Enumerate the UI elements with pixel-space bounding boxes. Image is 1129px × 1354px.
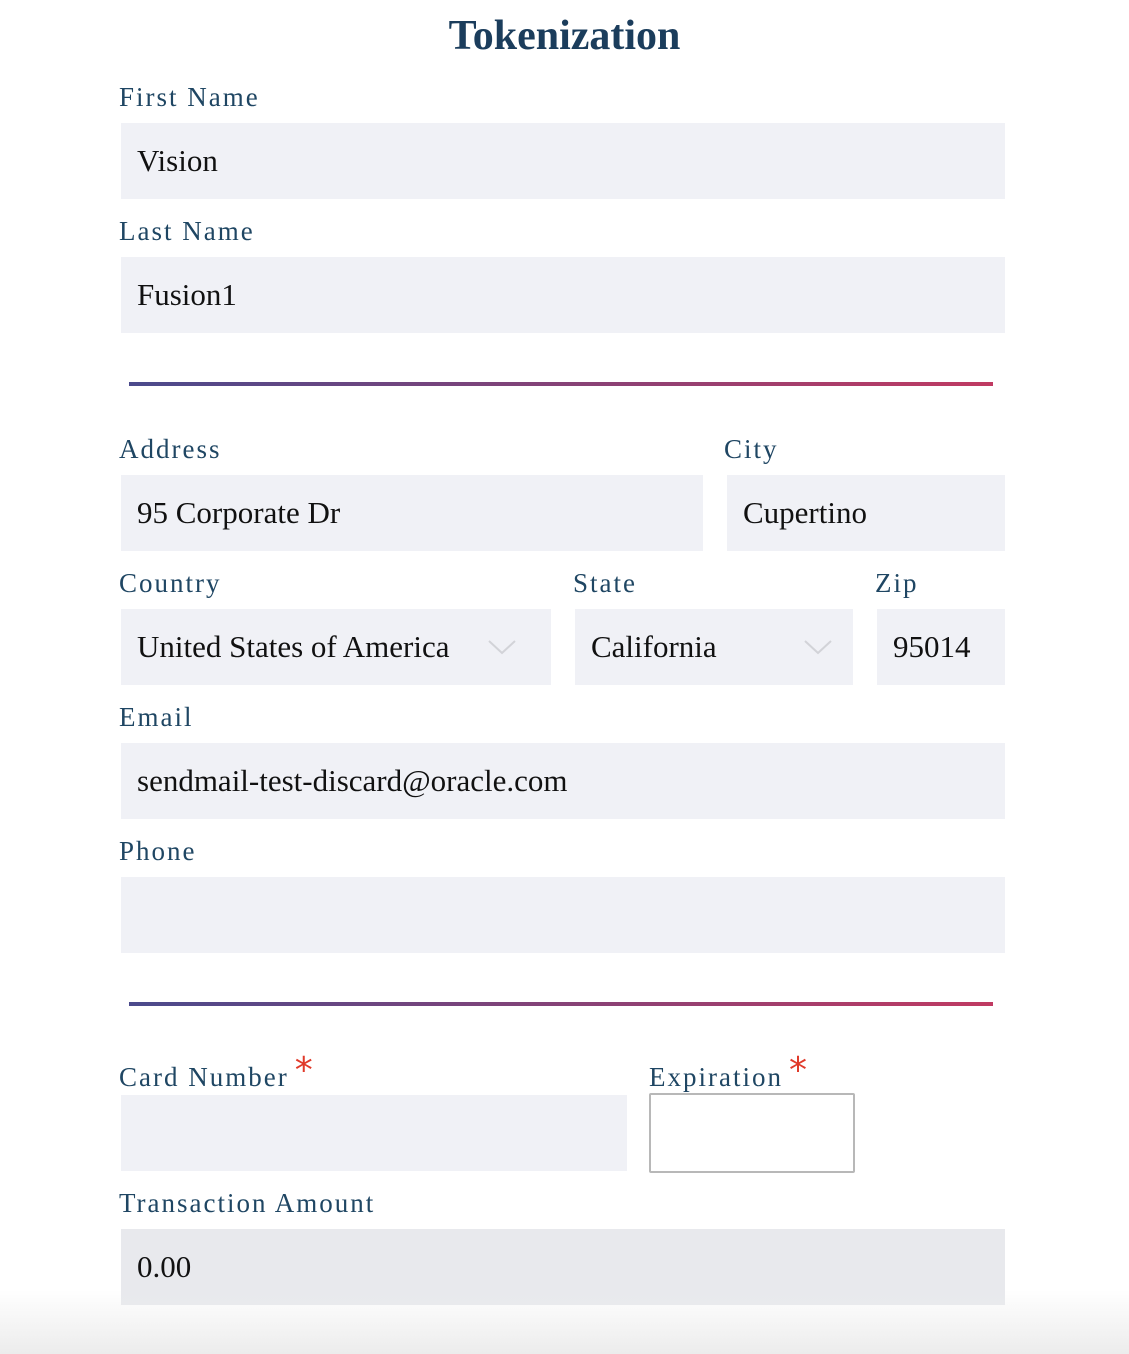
transaction-amount-label: Transaction Amount: [119, 1188, 376, 1218]
state-label: State: [573, 568, 637, 598]
transaction-amount-input: [121, 1229, 1005, 1305]
section-divider: [129, 1002, 993, 1006]
expiration-label: [649, 1050, 809, 1095]
country-label: Country: [119, 568, 222, 598]
chevron-down-icon: [487, 637, 517, 657]
card-number-label-text: Card Number: [119, 1062, 289, 1092]
expiration-input[interactable]: [649, 1093, 855, 1173]
first-name-value: Vision: [137, 143, 218, 178]
last-name-value: Fusion1: [137, 277, 237, 312]
required-marker: *: [294, 1050, 315, 1091]
transaction-amount-value: 0.00: [137, 1249, 192, 1284]
zip-label: Zip: [875, 568, 919, 598]
phone-input[interactable]: [121, 877, 1005, 953]
last-name-input[interactable]: [121, 257, 1005, 333]
state-value: California: [591, 629, 717, 664]
page-title: Tokenization: [448, 13, 681, 59]
city-label: City: [724, 434, 779, 464]
first-name-label: First Name: [119, 82, 260, 112]
last-name-label: Last Name: [119, 216, 255, 246]
country-select[interactable]: [121, 609, 551, 685]
first-name-input[interactable]: [121, 123, 1005, 199]
country-value: United States of America: [137, 629, 450, 664]
phone-label: Phone: [119, 836, 197, 866]
email-value: sendmail-test-discard@oracle.com: [137, 763, 568, 798]
section-divider: [129, 382, 993, 386]
address-label: Address: [119, 434, 222, 464]
address-value: 95 Corporate Dr: [137, 495, 341, 530]
email-label: Email: [119, 702, 194, 732]
required-marker: *: [788, 1050, 809, 1091]
zip-value: 95014: [893, 629, 971, 664]
city-value: Cupertino: [743, 495, 867, 530]
expiration-label-text: Expiration: [649, 1062, 783, 1092]
address-input[interactable]: [121, 475, 703, 551]
city-input[interactable]: [727, 475, 1005, 551]
chevron-down-icon: [803, 637, 833, 657]
zip-input[interactable]: [877, 609, 1005, 685]
email-input[interactable]: [121, 743, 1005, 819]
card-number-label: [119, 1050, 315, 1095]
state-select[interactable]: [575, 609, 853, 685]
card-number-input[interactable]: [121, 1095, 627, 1171]
